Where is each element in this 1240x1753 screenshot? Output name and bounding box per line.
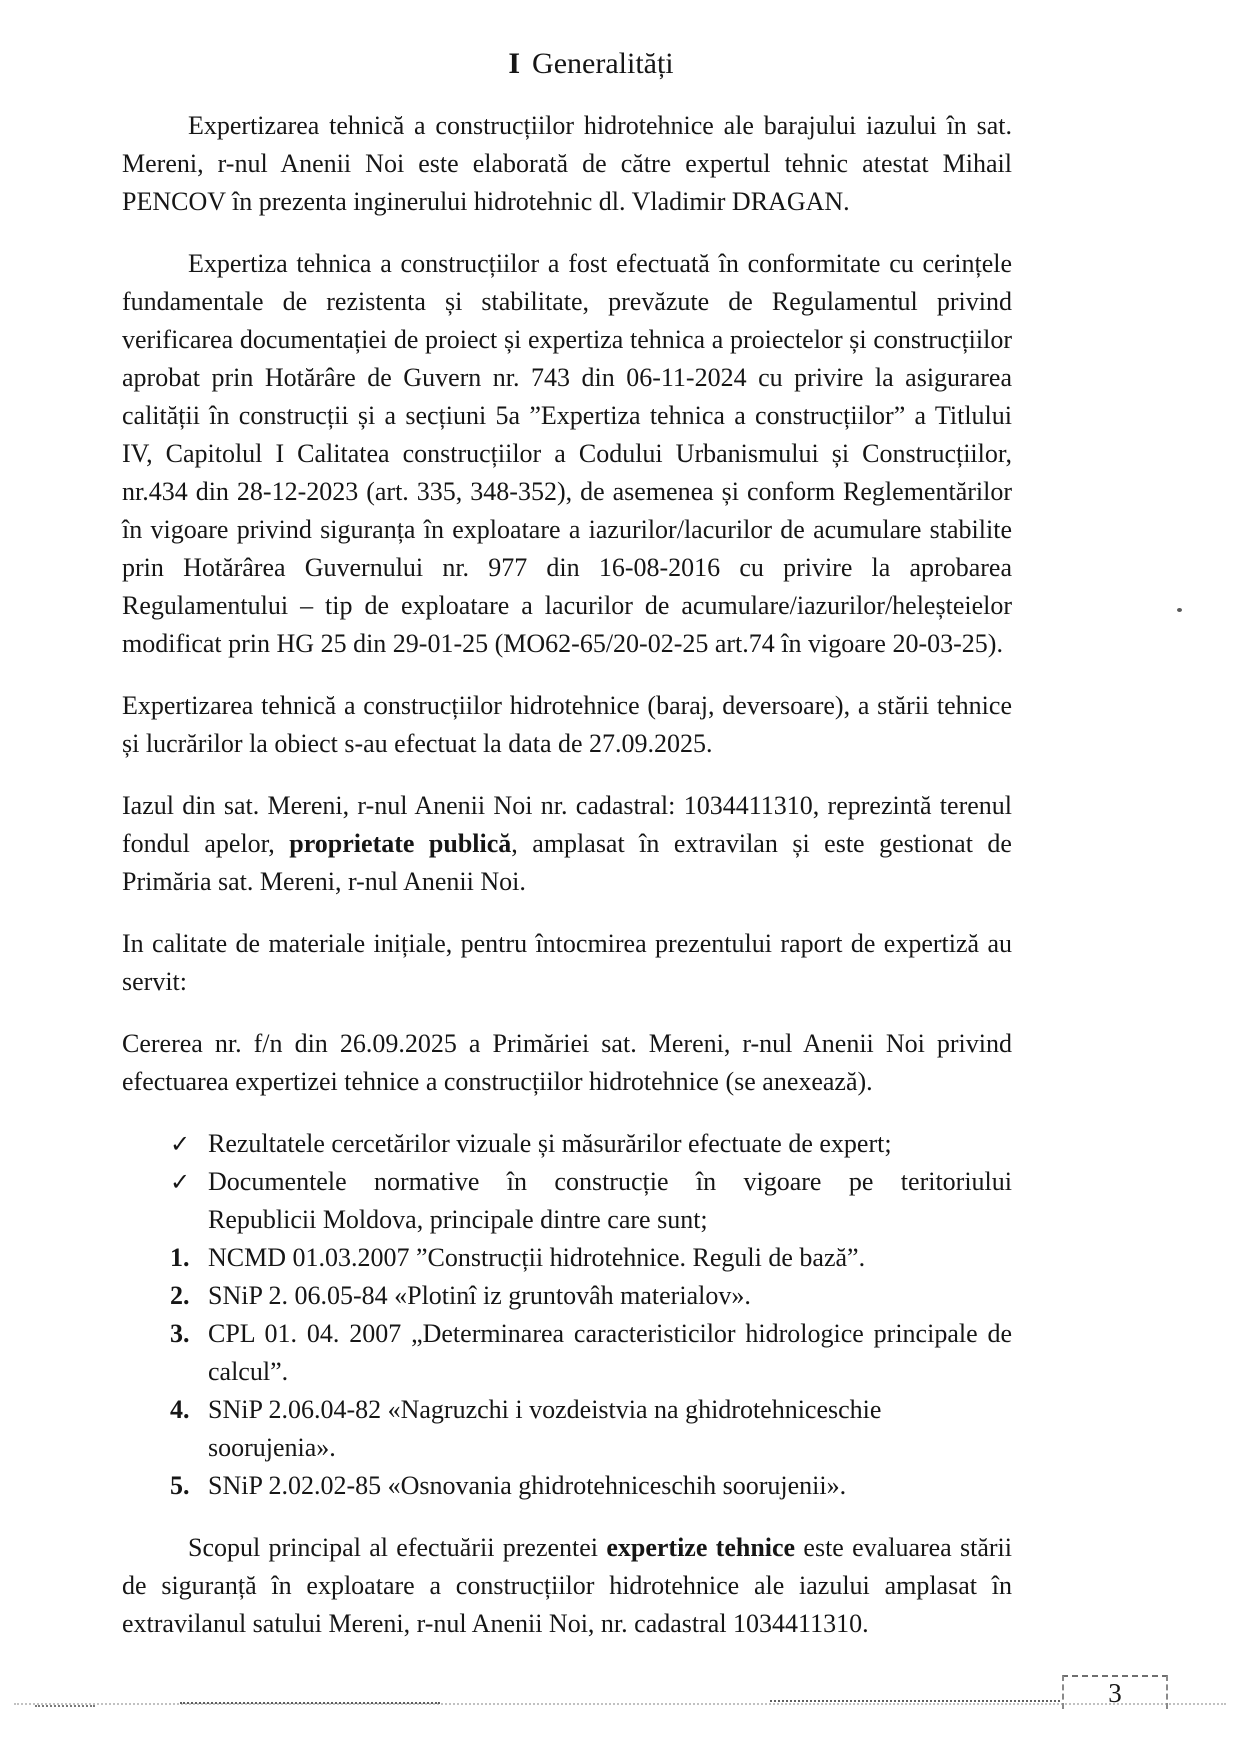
list-item [122, 1467, 1012, 1505]
checkmark-icon: ✓ [170, 1130, 191, 1158]
reference-list [122, 1125, 1012, 1505]
list-number: 4. [170, 1395, 190, 1424]
paragraph [122, 687, 1012, 763]
page-number: 3 [1108, 1678, 1122, 1708]
text-line: prin Hotărârea Guvernului nr. 977 din 16-08-2016 cu privire la aprobarea [122, 553, 1012, 582]
text-line: NCMD 01.03.2007 ”Construcții hidrotehnice. Reguli de bază”. [208, 1243, 866, 1272]
text-line: SNiP 2. 06.05-84 «Plotinî iz gruntovâh materialov». [208, 1281, 751, 1310]
list-item [122, 1315, 1012, 1391]
list-item-text [208, 1391, 1012, 1467]
paragraph [122, 107, 1012, 221]
page-number-box [1062, 1675, 1168, 1709]
list-item-text [208, 1163, 1012, 1239]
text-line: nr.434 din 28-12-2023 (art. 335, 348-352), de asemenea și conform Reglementărilor [122, 477, 1012, 506]
text-line: Republicii Moldova, principale dintre care sunt; [208, 1205, 708, 1234]
list-item-text [208, 1467, 1012, 1505]
section-title [122, 45, 1012, 83]
section-number: I [508, 47, 521, 80]
text-line: modificat prin HG 25 din 29-01-25 (MO62-65/20-02-25 art.74 în vigoare 20-03-25). [122, 629, 1003, 658]
list-item [122, 1239, 1012, 1277]
list-item-text [208, 1239, 1012, 1277]
text-line: Regulamentului – tip de exploatare a lacurilor de acumulare/iazurilor/heleșteielor [122, 591, 1012, 620]
list-item [122, 1125, 1012, 1163]
text-line: PENCOV în prezenta inginerului hidrotehnic dl. Vladimir DRAGAN. [122, 187, 850, 216]
text-line: Iazul din sat. Mereni, r-nul Anenii Noi nr. cadastral: 1034411310, reprezintă terenul [122, 791, 1012, 820]
text-line: IV, Capitolul I Calitatea construcțiilor a Codului Urbanismului și Construcțiilor, [122, 439, 1012, 468]
text-line: Mereni, r-nul Anenii Noi este elaborată de către expertul tehnic atestat Mihail [122, 149, 1012, 178]
list-number: 2. [170, 1281, 190, 1310]
text-line: SNiP 2.06.04-82 «Nagruzchi i vozdeistvia na ghidrotehniceschie soorujenia». [208, 1395, 882, 1462]
document-body [122, 107, 1012, 1643]
list-item-text [208, 1277, 1012, 1315]
checkmark-icon: ✓ [170, 1168, 191, 1196]
scan-artifact-dot [1177, 608, 1182, 612]
text-line: Expertiza tehnica a construcțiilor a fost efectuată în conformitate cu cerințele [188, 249, 1012, 278]
text-line: fundamentale de rezistenta și stabilitate, prevăzute de Regulamentul privind [122, 287, 1012, 316]
list-item [122, 1277, 1012, 1315]
list-item-text [208, 1315, 1012, 1391]
list-number: 5. [170, 1471, 190, 1500]
scan-noise-dash [770, 1700, 1060, 1702]
list-number: 3. [170, 1319, 190, 1348]
text-line: și lucrărilor la obiect s-au efectuat la data de 27.09.2025. [122, 729, 713, 758]
text-line: verificarea documentației de proiect și expertiza tehnica a proiectelor și construcțiilor [122, 325, 1012, 354]
document-content [122, 45, 1012, 1643]
text-line: servit: [122, 967, 187, 996]
text-line: Scopul principal al efectuării prezentei expertize tehnice este evaluarea stării [188, 1533, 1013, 1562]
text-line: Expertizarea tehnică a construcțiilor hidrotehnice ale barajului iazului în sat. [188, 111, 1012, 140]
paragraph [122, 787, 1012, 901]
text-line: Primăria sat. Mereni, r-nul Anenii Noi. [122, 867, 526, 896]
text-line: Expertizarea tehnică a construcțiilor hidrotehnice (baraj, deversoare), a stării tehnice [122, 691, 1012, 720]
paragraph [122, 1529, 1012, 1643]
text-line: efectuarea expertizei tehnice a construcțiilor hidrotehnice (se anexează). [122, 1067, 873, 1096]
paragraph [122, 1025, 1012, 1101]
text-line: de siguranță în exploatare a construcțiilor hidrotehnice ale iazului amplasat în [122, 1571, 1012, 1600]
text-line: extravilanul satului Mereni, r-nul Anenii Noi, nr. cadastral 1034411310. [122, 1609, 869, 1638]
text-line: calității în construcții și a secțiuni 5a ”Expertiza tehnica a construcțiilor” a Titlului [122, 401, 1012, 430]
scan-noise-dash [180, 1702, 440, 1704]
paragraph [122, 245, 1012, 663]
list-number: 1. [170, 1243, 190, 1272]
section-title-text: Generalități [532, 47, 674, 80]
list-item [122, 1391, 1012, 1467]
text-line: In calitate de materiale inițiale, pentru întocmirea prezentului raport de expertiză au [122, 929, 1012, 958]
list-item-text [208, 1125, 1012, 1163]
text-line: CPL 01. 04. 2007 „Determinarea caracteristicilor hidrologice principale de [208, 1319, 1012, 1348]
text-line: SNiP 2.02.02-85 «Osnovania ghidrotehniceschih soorujenii». [208, 1471, 847, 1500]
text-line: Documentele normative în construcție în vigoare pe teritoriului [208, 1167, 1012, 1196]
text-line: Rezultatele cercetărilor vizuale și măsurărilor efectuate de expert; [208, 1129, 892, 1158]
paragraph [122, 925, 1012, 1001]
text-line: calcul”. [208, 1357, 289, 1386]
text-line: fondul apelor, proprietate publică, amplasat în extravilan și este gestionat de [122, 829, 1012, 858]
text-line: Cererea nr. f/n din 26.09.2025 a Primăriei sat. Mereni, r-nul Anenii Noi privind [122, 1029, 1012, 1058]
text-line: aprobat prin Hotărâre de Guvern nr. 743 din 06-11-2024 cu privire la asigurarea [122, 363, 1012, 392]
list-item [122, 1163, 1012, 1239]
text-line: în vigoare privind siguranța în exploatare a iazurilor/lacurilor de acumulare stabilite [122, 515, 1012, 544]
scan-noise-dash [35, 1705, 95, 1707]
